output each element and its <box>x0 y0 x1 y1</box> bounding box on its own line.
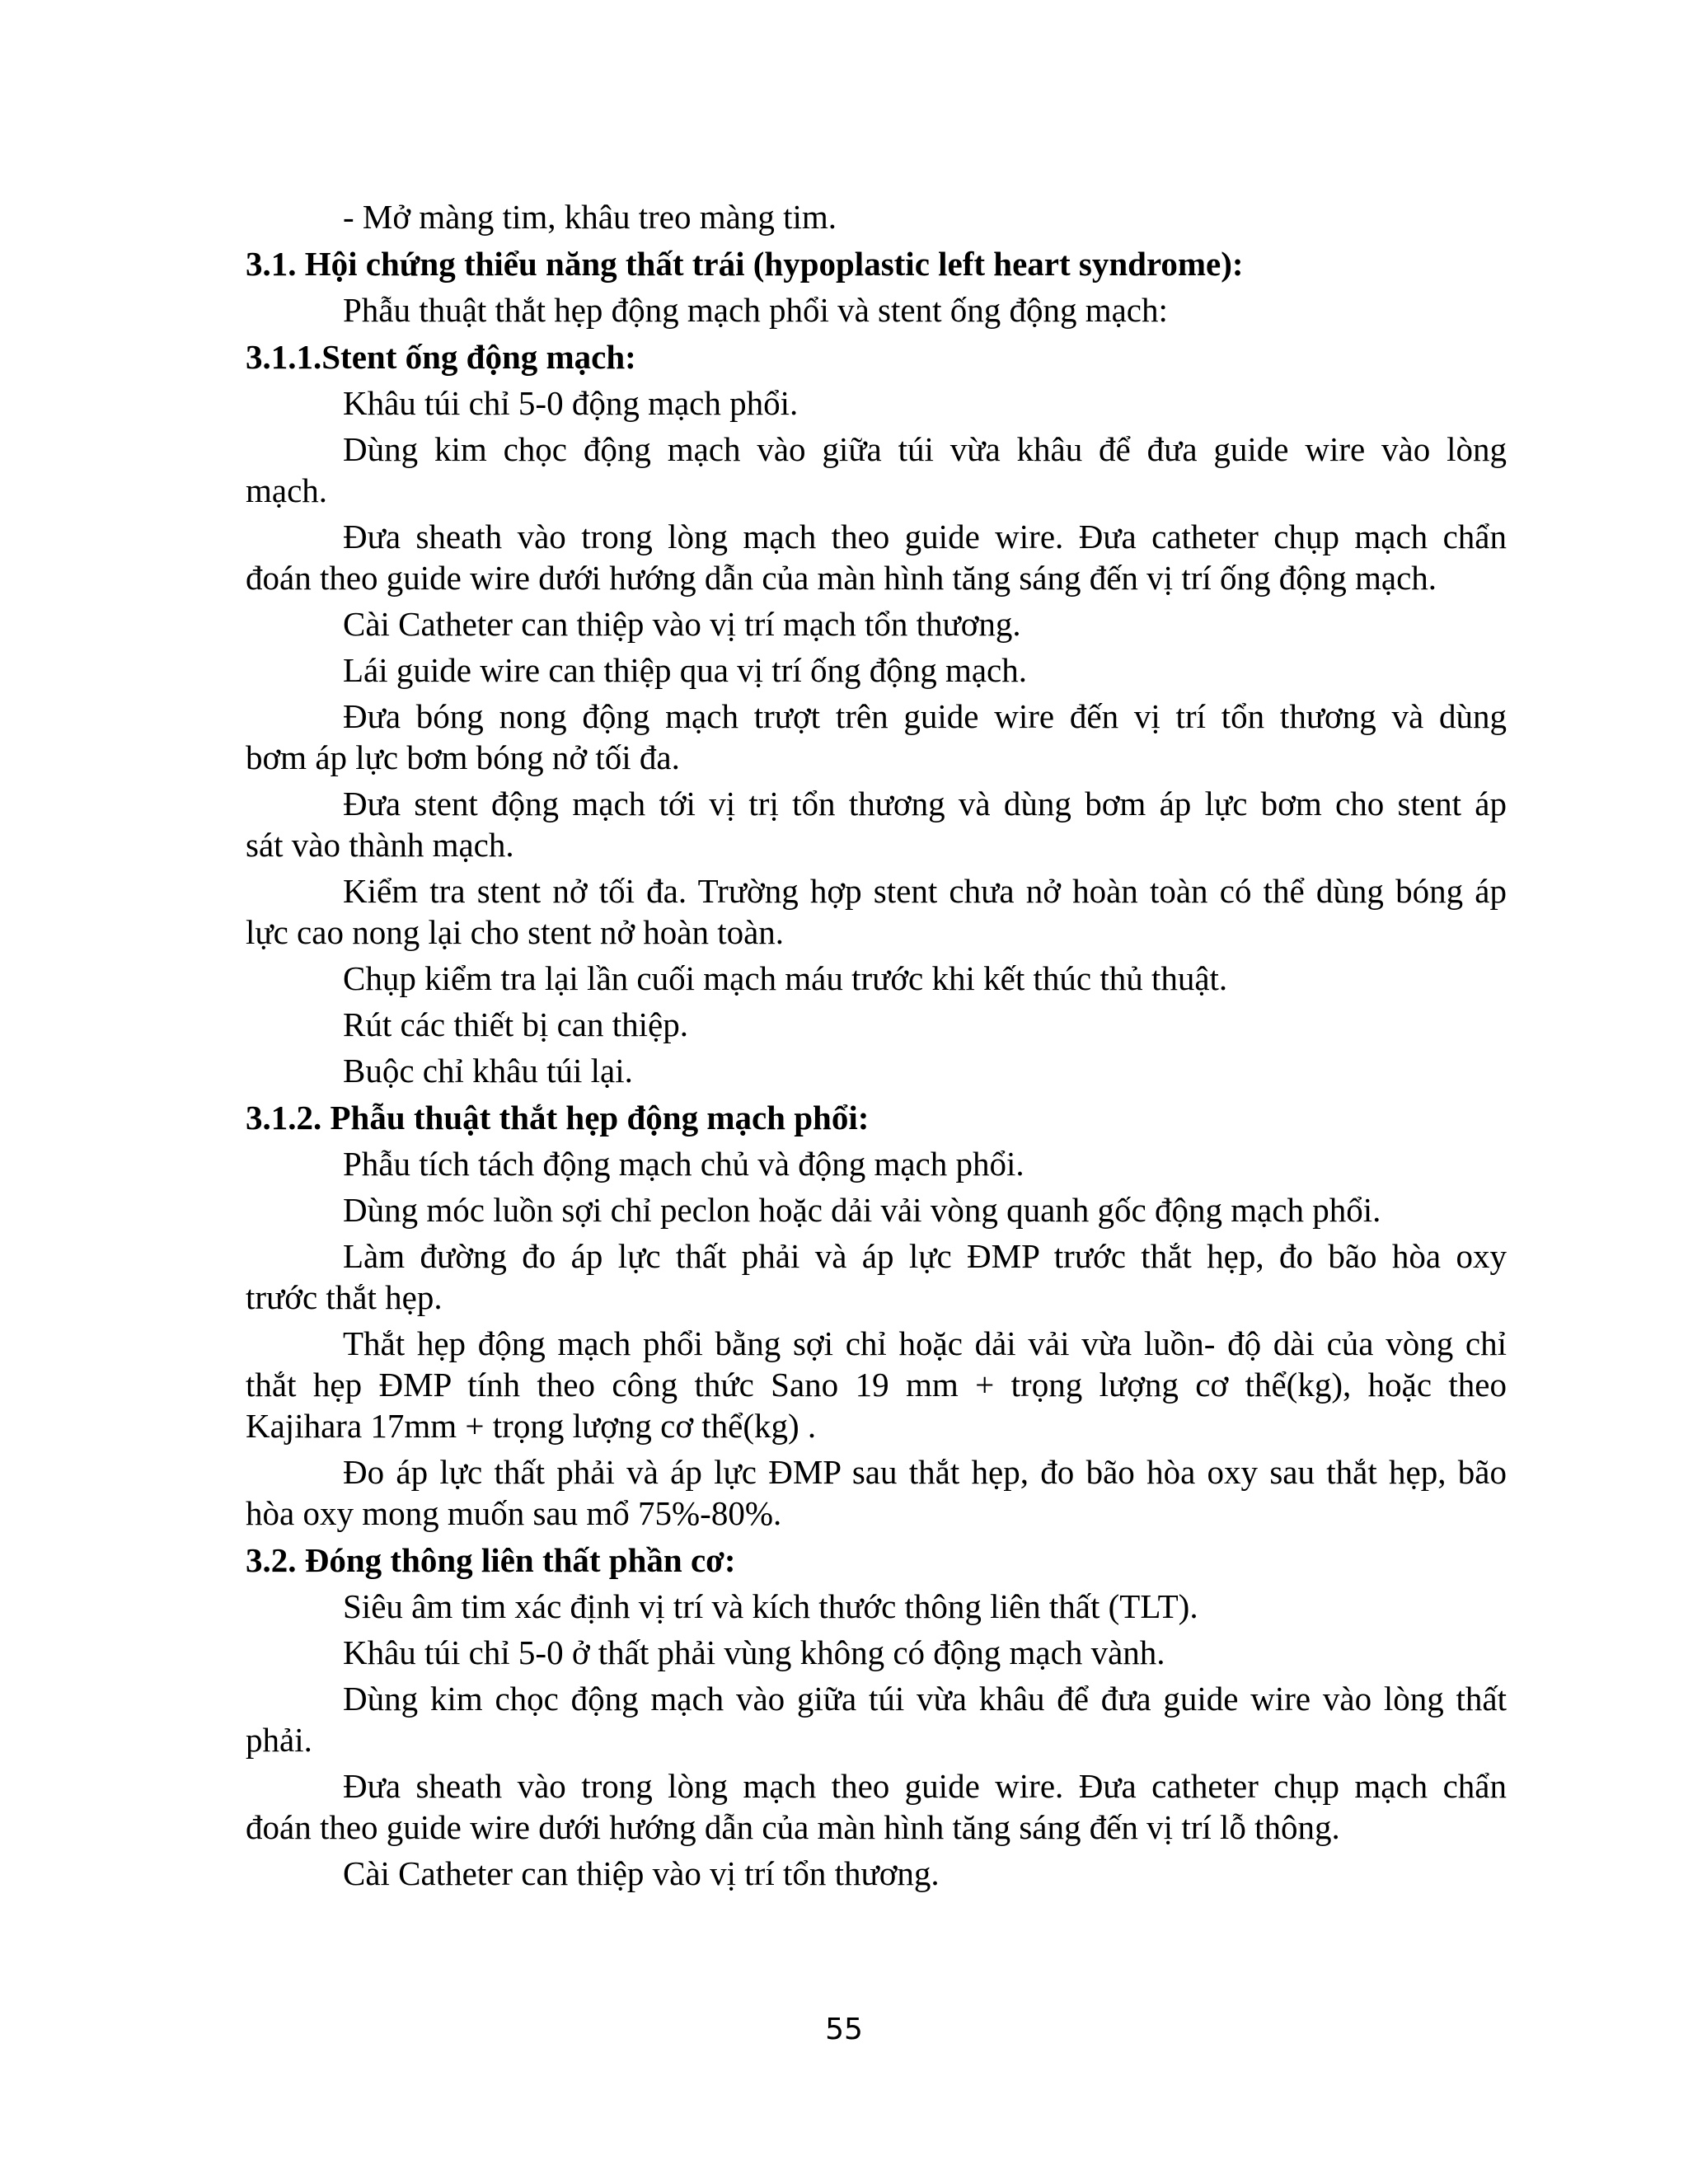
intro-line: - Mở màng tim, khâu treo màng tim. <box>343 198 837 236</box>
paragraph <box>246 1004 1507 1045</box>
page-number: 55 <box>825 2013 863 2046</box>
paragraph <box>246 1235 1507 1318</box>
paragraph-line: Làm đường đo áp lực thất phải và áp lực ĐMP trước thắt hẹp, đo bão hòa oxy <box>343 1237 1507 1275</box>
paragraph <box>246 958 1507 999</box>
paragraph <box>246 1765 1507 1848</box>
paragraph-line: đoán theo guide wire dưới hướng dẫn của màn hình tăng sáng đến vị trí lỗ thông. <box>246 1808 1340 1846</box>
paragraph-line: Đo áp lực thất phải và áp lực ĐMP sau thắt hẹp, đo bão hòa oxy sau thắt hẹp, bão <box>343 1453 1507 1491</box>
paragraph <box>246 870 1507 953</box>
paragraph-line: Kiểm tra stent nở tối đa. Trường hợp stent chưa nở hoàn toàn có thể dùng bóng áp <box>343 872 1507 910</box>
paragraph-line: sát vào thành mạch. <box>246 826 514 864</box>
paragraph <box>246 649 1507 691</box>
paragraph <box>246 1632 1507 1673</box>
paragraph-line: Đưa bóng nong động mạch trượt trên guide wire đến vị trí tổn thương và dùng <box>343 697 1507 735</box>
paragraph-line: mạch. <box>246 471 328 509</box>
paragraph-line: Đưa stent động mạch tới vị trị tổn thương và dùng bơm áp lực bơm cho stent áp <box>343 785 1507 823</box>
paragraph-line: Chụp kiểm tra lại lần cuối mạch máu trước khi kết thúc thủ thuật. <box>343 959 1228 997</box>
paragraph <box>246 603 1507 644</box>
paragraph-line: Phẫu tích tách động mạch chủ và động mạch phổi. <box>343 1145 1025 1183</box>
paragraph-line: Buộc chỉ khâu túi lại. <box>343 1052 633 1090</box>
paragraph-line: hòa oxy mong muốn sau mổ 75%-80%. <box>246 1494 782 1532</box>
paragraph <box>246 1143 1507 1184</box>
paragraph-line: Cài Catheter can thiệp vào vị trí mạch tổn thương. <box>343 605 1021 643</box>
paragraph <box>246 1050 1507 1091</box>
sections-container <box>246 243 1507 1894</box>
paragraph <box>246 1323 1507 1446</box>
paragraph <box>246 289 1507 330</box>
paragraph-line: thắt hẹp ĐMP tính theo công thức Sano 19 mm + trọng lượng cơ thể(kg), hoặc theo <box>246 1366 1507 1404</box>
paragraph <box>246 1853 1507 1894</box>
paragraph-line: Cài Catheter can thiệp vào vị trí tổn thương. <box>343 1854 940 1892</box>
paragraph-line: trước thắt hẹp. <box>246 1278 443 1316</box>
paragraph-line: Thắt hẹp động mạch phổi bằng sợi chỉ hoặc dải vải vừa luồn- độ dài của vòng chỉ <box>343 1324 1507 1362</box>
paragraph-line: Kajihara 17mm + trọng lượng cơ thể(kg) . <box>246 1407 817 1445</box>
paragraph <box>246 1189 1507 1230</box>
paragraph <box>246 1678 1507 1760</box>
document-body <box>246 196 1507 1894</box>
section-heading: 3.1.2. Phẫu thuật thắt hẹp động mạch phổi: <box>246 1099 870 1137</box>
paragraph-line: bơm áp lực bơm bóng nở tối đa. <box>246 738 680 776</box>
paragraph-line: Đưa sheath vào trong lòng mạch theo guide wire. Đưa catheter chụp mạch chẩn <box>343 1767 1507 1805</box>
section-heading: 3.1.1.Stent ống động mạch: <box>246 338 636 376</box>
paragraph-line: Đưa sheath vào trong lòng mạch theo guide wire. Đưa catheter chụp mạch chẩn <box>343 518 1507 555</box>
paragraph <box>246 429 1507 511</box>
paragraph <box>246 783 1507 865</box>
paragraph-line: Dùng móc luồn sợi chỉ peclon hoặc dải vải vòng quanh gốc động mạch phổi. <box>343 1191 1381 1229</box>
paragraph-line: Phẫu thuật thắt hẹp động mạch phổi và stent ống động mạch: <box>343 291 1168 329</box>
paragraph-line: Dùng kim chọc động mạch vào giữa túi vừa khâu để đưa guide wire vào lòng <box>343 430 1507 468</box>
paragraph-line: phải. <box>246 1721 312 1759</box>
section-heading: 3.2. Đóng thông liên thất phần cơ: <box>246 1541 736 1579</box>
paragraph <box>246 1586 1507 1627</box>
paragraph-line: Lái guide wire can thiệp qua vị trí ống động mạch. <box>343 651 1028 689</box>
paragraph-line: lực cao nong lại cho stent nở hoàn toàn. <box>246 913 785 951</box>
paragraph <box>246 382 1507 424</box>
section-heading: 3.1. Hội chứng thiểu năng thất trái (hypoplastic left heart syndrome): <box>246 245 1244 283</box>
paragraph-line: Khâu túi chỉ 5-0 động mạch phổi. <box>343 384 799 422</box>
paragraph <box>246 516 1507 598</box>
paragraph-line: Siêu âm tim xác định vị trí và kích thước thông liên thất (TLT). <box>343 1587 1198 1625</box>
paragraph-line: Dùng kim chọc động mạch vào giữa túi vừa khâu để đưa guide wire vào lòng thất <box>343 1680 1507 1718</box>
paragraph-line: Rút các thiết bị can thiệp. <box>343 1005 688 1043</box>
paragraph <box>246 696 1507 778</box>
paragraph-line: đoán theo guide wire dưới hướng dẫn của màn hình tăng sáng đến vị trí ống động mạch. <box>246 559 1437 597</box>
paragraph <box>246 1451 1507 1534</box>
paragraph-line: Khâu túi chỉ 5-0 ở thất phải vùng không có động mạch vành. <box>343 1633 1165 1671</box>
